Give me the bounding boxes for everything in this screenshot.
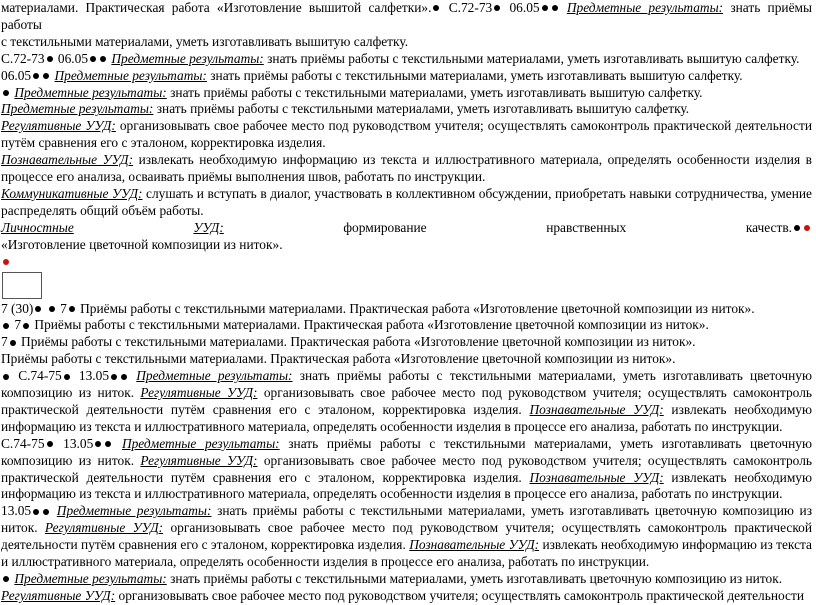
bullet-icon xyxy=(43,509,49,515)
row-7-d: Приёмы работы с текстильными материалами. Практическая работа «Изготовление цветочной композиции из ниток». xyxy=(1,351,676,367)
bullet-icon xyxy=(552,5,558,11)
bullet-icon xyxy=(47,56,53,62)
regulative-paragraph: Регулятивные УУД: организовывать свое рабочее место под руководством учителя; осуществлять самоконтроль практической деятельности путём сравнения его с эталоном, корректировка изделия. xyxy=(1,118,812,151)
red-marker-line xyxy=(1,254,812,271)
bullet-icon xyxy=(3,323,9,329)
bullet-icon xyxy=(3,576,9,582)
bullet-icon xyxy=(794,225,800,231)
bullet-icon xyxy=(433,5,439,11)
bullet-icon xyxy=(10,340,16,346)
bullet-icon xyxy=(100,56,106,62)
bullet-icon xyxy=(49,306,55,312)
bullet-icon xyxy=(121,374,127,380)
bullet-icon xyxy=(3,90,9,96)
row-7-b: 7 Приёмы работы с текстильными материалами. Практическая работа «Изготовление цветочной композиции из ниток». xyxy=(1,317,812,334)
bullet-icon xyxy=(64,374,70,380)
row-7-a: 7 (30) 7 Приёмы работы с текстильными материалами. Практическая работа «Изготовление цветочной композиции из ниток». xyxy=(1,300,755,316)
bullet-icon xyxy=(95,441,101,447)
red-marker-icon xyxy=(804,225,810,231)
bullet-icon xyxy=(90,56,96,62)
bullet-icon xyxy=(33,509,39,515)
line-3: С.72-73 06.05 Предметные результаты: знать приёмы работы с текстильными материалами, уметь изготавливать вышитую салфетку. xyxy=(1,50,800,66)
bullet-icon xyxy=(542,5,548,11)
red-marker-icon xyxy=(3,259,9,265)
image-placeholder xyxy=(2,272,42,299)
block-p4: Предметные результаты: знать приёмы работы с текстильными материалами, уметь изготавливать цветочную композицию из ниток. xyxy=(1,571,812,588)
communicative-paragraph: Коммуникативные УУД: слушать и вступать в диалог, участвовать в коллективном обсуждении, приобретать навыки сотрудничества, умение распределять общий объём работы. xyxy=(1,185,812,218)
bullet-icon xyxy=(23,323,29,329)
line-4: 06.05 Предметные результаты: знать приёмы работы с текстильными материалами, уметь изготавливать вышитую салфетку. xyxy=(1,67,743,83)
personal-line: Личностные УУД: формирование нравственных качеств. xyxy=(1,220,812,237)
bullet-icon xyxy=(33,73,39,79)
bullet-icon xyxy=(47,441,53,447)
line-1: материалами. Практическая работа «Изготовление вышитой салфетки». С.72-73 06.05 Предметные результаты: знать приёмы работы xyxy=(1,0,813,32)
row-7-c: 7 Приёмы работы с текстильными материалами. Практическая работа «Изготовление цветочной композиции из ниток». xyxy=(1,334,696,350)
bullet-icon xyxy=(105,441,111,447)
cognitive-paragraph: Познавательные УУД: извлекать необходимую информацию из текста и иллюстративного материала, определять особенности изделия в процессе его анализа, осваивать приёмы выполнения швов, работать по инструкции. xyxy=(1,152,812,185)
bullet-icon xyxy=(3,374,9,380)
bullet-icon xyxy=(43,73,49,79)
block-p3: 13.05 Предметные результаты: знать приёмы работы с текстильными материалами, уметь изготавливать цветочную композицию из ниток. Регулятивные УУД: организовывать свое рабочее место под руководством учителя; осуществлять самоконтроль практической деятельности путём сравнения его с эталоном, корректировка изделия. Познавательные УУД: извлекать необходимую информацию из текста и иллюстративного материала, определять особенности изделия в процессе его анализа, работать по инструкции. xyxy=(1,503,813,570)
block-p5: Регулятивные УУД: организовывать свое рабочее место под руководством учителя; осуществлять самоконтроль практической деятельности xyxy=(1,587,804,603)
bullet-icon xyxy=(69,306,75,312)
bullet-icon xyxy=(35,306,41,312)
line-5: Предметные результаты: знать приёмы работы с текстильными материалами, уметь изготавливать вышитую салфетку. xyxy=(1,85,812,102)
line-lich2: «Изготовление цветочной композиции из ниток». xyxy=(1,236,283,252)
block-p1: С.74-75 13.05 Предметные результаты: знать приёмы работы с текстильными материалами, уметь изготавливать цветочную композицию из ниток. Регулятивные УУД: организовывать свое рабочее место под руководством учителя; осуществлять самоконтроль практической деятельности путём сравнения его с эталоном, корректировка изделия. Познавательные УУД: извлекать необходимую информацию из текста и иллюстративного материала, определять особенности изделия в процессе его анализа, работать по инструкции. xyxy=(1,368,812,434)
block-p2: С.74-75 13.05 Предметные результаты: знать приёмы работы с текстильными материалами, уметь изготавливать цветочную композицию из ниток. Регулятивные УУД: организовывать свое рабочее место под руководством учителя; осуществлять самоконтроль практической деятельности путём сравнения его с эталоном, корректировка изделия. Познавательные УУД: извлекать необходимую информацию из текста и иллюстративного материала, определять особенности изделия в процессе его анализа, работать по инструкции. xyxy=(1,435,812,502)
line-2: с текстильными материалами, уметь изготавливать вышитую салфетку. xyxy=(1,33,409,49)
bullet-icon xyxy=(111,374,117,380)
line-6: Предметные результаты: знать приёмы работы с текстильными материалами, уметь изготавливать вышитую салфетку. xyxy=(1,101,690,117)
bullet-icon xyxy=(494,5,500,11)
